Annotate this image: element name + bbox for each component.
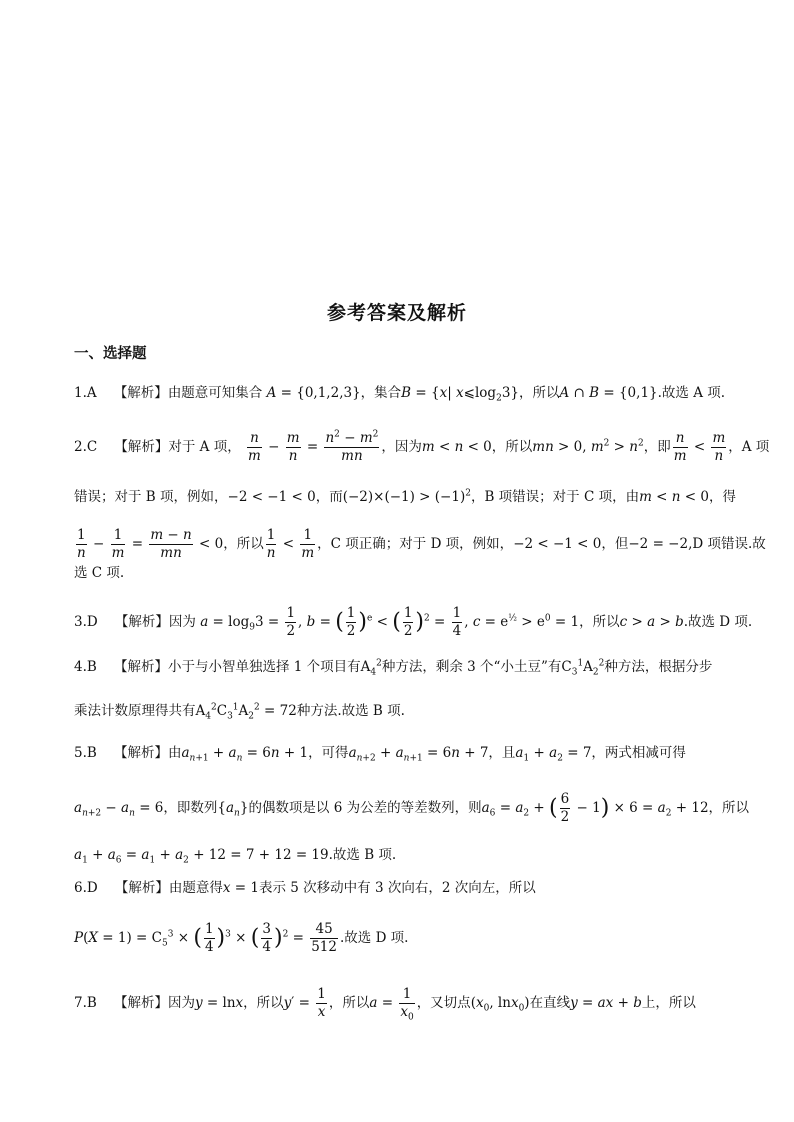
math-expression: x = 1 bbox=[222, 880, 259, 896]
analysis-tag: 【解析】 bbox=[114, 880, 169, 896]
math-expression: $a_1 + a_6 = a_1 + a_2 + 12 = 7 + 12 = 19$ bbox=[74, 847, 329, 866]
math-expression: $a_6 = a_2$ + ( $\frac{6}{2}$ − $1) \times 6 = a_2 + 12$ bbox=[481, 791, 709, 825]
analysis-tag: 【解析】 bbox=[113, 385, 168, 401]
math-expression: $a_{n+2} - a_n = 6$ bbox=[74, 800, 164, 819]
page-title: 参考答案及解析 bbox=[326, 302, 467, 324]
math-expression: A = {0,1,2,3} bbox=[266, 385, 361, 401]
question-2-line-1: 2.C 【解析】对于 A 项， $\frac{n}{m}$ − $\frac{m}{n}$ = $\frac{n^2 - m^2}{mn}$ ，因为m < n < 0，所以mn > 0, $m^2 > n^2$，即 $\frac{n}{m}$ < $\frac{m}{n}$ ，A 项 bbox=[74, 429, 770, 464]
math-expression: $a_{n+2} + a_{n+1} = 6n + 7$ bbox=[348, 745, 489, 764]
analysis-tag: 【解析】 bbox=[114, 439, 169, 455]
question-7: 7.B 【解析】因为y = lnx，所以y′ = $\frac{1}{x}$ ，所以a = $\frac{1}{x_0}$ ，又切点($x_0$, lnx$_0$)在直线y = ax + b上，所以 bbox=[74, 986, 696, 1023]
answer-label: 1.A bbox=[74, 385, 97, 401]
math-expression: a = $\frac{1}{x_0}$ bbox=[369, 986, 414, 1023]
question-5-line-3: $a_1 + a_6 = a_1 + a_2 + 12 = 7 + 12 = 19$.故选 B 项. bbox=[74, 847, 397, 866]
math-expression: $\frac{n}{m}$ < $\frac{m}{n}$ bbox=[673, 430, 726, 464]
question-6-line-2: $P(X = 1) = C_5^3$ × ( $\frac{1}{4}$ )$^3$ × ( $\frac{3}{4}$ )$^2$ = $\frac{45}{512}$ .故选 D 项. bbox=[74, 921, 409, 955]
math-expression: $a = \log_93$ = $\frac{1}{2}$ , b = ( $\frac{1}{2}$ )$^e$ < ( $\frac{1}{2}$ )$^2$ = $\frac{1}{4}$ , $c = e^{\frac{1}{2}} > e^0 = 1$ bbox=[200, 605, 580, 639]
question-5-line-2: $a_{n+2} - a_n = 6$，即数列$\{a_n\}$的偶数项是以 6 为公差的等差数列，则$a_6 = a_2$ + ( $\frac{6}{2}$ − $1) \times 6 = a_2 + 12$，所以 bbox=[74, 791, 750, 825]
math-expression: mn > 0, $m^2 > n^2$ bbox=[532, 438, 644, 455]
math-expression: y = ax + b bbox=[570, 995, 642, 1011]
answer-label: 4.B bbox=[74, 659, 97, 675]
question-2-line-2: 错误；对于 B 项，例如，−2 < −1 < 0，而$(-2)\times(-1) > (-1)^2$，B 项错误；对于 C 项，由m < n < 0，得 bbox=[74, 488, 736, 505]
math-expression: $A_4^2$ bbox=[360, 658, 382, 678]
question-4-line-1: 4.B 【解析】小于与小智单独选择 1 个项目有$A_4^2$种方法，剩余 3 个“小土豆”有$C_3^1A_2^2$种方法，根据分步 bbox=[74, 658, 713, 678]
math-expression: $a_{n+1} + a_n = 6n + 1$ bbox=[181, 745, 309, 764]
question-3: 3.D 【解析】因为 $a = \log_93$ = $\frac{1}{2}$ , b = ( $\frac{1}{2}$ )$^e$ < ( $\frac{1}{2}$ )$^2$ = $\frac{1}{4}$ , $c = e^{\frac{1}{2}} > e^0 = 1$，所以c > a > b.故选 D 项. bbox=[74, 605, 753, 639]
math-expression: $\frac{1}{n}$ − $\frac{1}{m}$ = $\frac{m - n}{mn}$ < 0 bbox=[77, 527, 224, 561]
math-expression: −2 = −2, bbox=[628, 536, 693, 552]
math-expression: $\{a_n\}$ bbox=[217, 800, 249, 819]
analysis-tag: 【解析】 bbox=[113, 745, 168, 761]
math-expression: $\frac{n}{m}$ − $\frac{m}{n}$ = $\frac{n^2 - m^2}{mn}$ bbox=[248, 429, 379, 464]
answer-label: 7.B bbox=[74, 995, 97, 1011]
math-expression: y′ = $\frac{1}{x}$ bbox=[283, 986, 326, 1020]
analysis-tag: 【解析】 bbox=[114, 614, 169, 630]
question-2-line-3: $\frac{1}{n}$ − $\frac{1}{m}$ = $\frac{m - n}{mn}$ < 0，所以 $\frac{1}{n}$ < $\frac{1}{m}$ ，C 项正确；对于 D 项，例如，−2 < −1 < 0，但−2 = −2,D 项错误.故 bbox=[74, 527, 722, 562]
math-expression: $C_3^1A_2^2$ bbox=[561, 658, 605, 678]
math-expression: −2 < −1 < 0 bbox=[227, 489, 316, 505]
answer-label: 6.D bbox=[74, 880, 98, 896]
question-6-line-1: 6.D 【解析】由题意得x = 1表示 5 次移动中有 3 次向右，2 次向左，所以 bbox=[74, 880, 536, 896]
math-expression: A ∩ B = {0,1} bbox=[559, 385, 658, 401]
question-4-line-2: 乘法计数原理得共有$A_4^2C_3^1A_2^2 = 72$种方法.故选 B 项. bbox=[74, 702, 405, 722]
math-expression: m < n < 0 bbox=[639, 489, 709, 505]
math-expression: $(-2)\times(-1) > (-1)^2$ bbox=[342, 488, 471, 505]
section-heading: 一、选择题 bbox=[74, 345, 147, 362]
math-expression: $A_4^2C_3^1A_2^2 = 72$ bbox=[195, 702, 297, 722]
question-5-line-1: 5.B 【解析】由$a_{n+1} + a_n = 6n + 1$，可得$a_{n+2} + a_{n+1} = 6n + 7$，且$a_1 + a_2 = 7$，两式相减可得 bbox=[74, 745, 686, 764]
math-expression: −2 < −1 < 0 bbox=[513, 536, 602, 552]
question-2-line-4: 选 C 项. bbox=[74, 565, 125, 581]
math-expression: $\frac{1}{n}$ < $\frac{1}{m}$ bbox=[266, 527, 315, 561]
math-expression: m < n < 0 bbox=[421, 439, 492, 455]
answer-label: 5.B bbox=[74, 745, 97, 761]
math-expression: $a_1 + a_2 = 7$ bbox=[515, 745, 592, 764]
math-expression: $P(X = 1) = C_5^3$ × ( $\frac{1}{4}$ )$^3$ × ( $\frac{3}{4}$ )$^2$ = $\frac{45}{512}$ bbox=[74, 921, 337, 955]
analysis-tag: 【解析】 bbox=[113, 659, 168, 675]
answer-label: 2.C bbox=[74, 439, 98, 455]
math-expression: B = {x| $x⩽\log_23$} bbox=[401, 385, 519, 404]
math-expression: c > a > b bbox=[619, 614, 684, 630]
math-expression: ($x_0$, lnx$_0$) bbox=[470, 995, 530, 1014]
answer-label: 3.D bbox=[74, 614, 98, 630]
question-1: 1.A 【解析】由题意可知集合 A = {0,1,2,3}，集合B = {x| $x⩽\log_23$}，所以A ∩ B = {0,1}.故选 A 项. bbox=[74, 385, 726, 404]
analysis-tag: 【解析】 bbox=[113, 995, 168, 1011]
math-expression: y = lnx bbox=[194, 995, 244, 1011]
